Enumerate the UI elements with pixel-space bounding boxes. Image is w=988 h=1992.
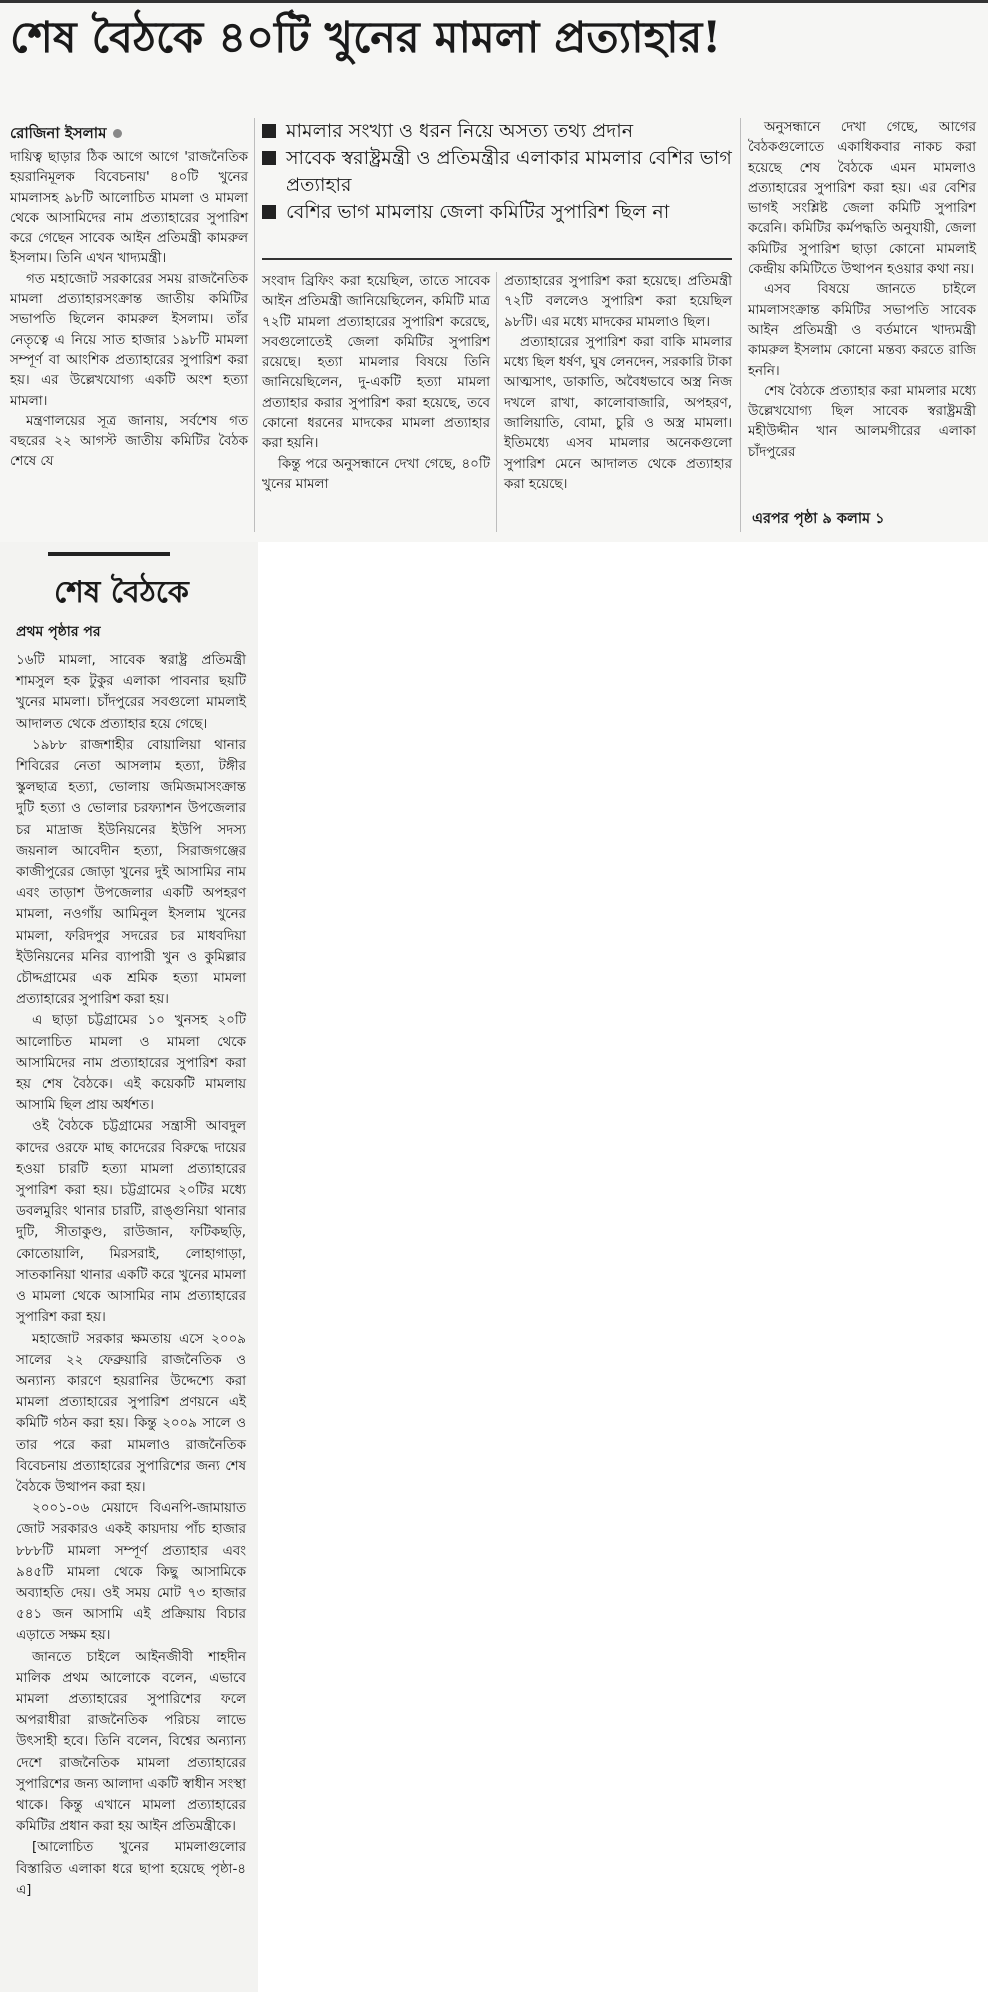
jump-line: এরপর পৃষ্ঠা ৯ কলাম ১: [752, 511, 885, 527]
continuation-column: [16, 650, 246, 1901]
front-page-clipping: [0, 0, 988, 542]
column-paragraph: মন্ত্রণালয়ের সূত্র জানায়, সর্বশেষ গত বছরের ২২ আগস্ট জাতীয় কমিটির বৈঠক শেষে যে: [10, 413, 248, 470]
column-divider: [254, 118, 255, 532]
article-column-1: [10, 148, 248, 473]
article-column-2: [262, 272, 490, 495]
continuation-paragraph: ওই বৈঠকে চট্টগ্রামের সন্ত্রাসী আবদুল কাদের ওরফে মাছ কাদেরের বিরুদ্ধে দায়ের হওয়া চারটি হত্যা মামলা প্রত্যাহারের সুপারিশ করা হয়। চট্টগ্রামের ২০টির মধ্যে ডবলমুরিং থানার চারটি, রাঙ্গুনিয়া থানার দুটি, সীতাকুণ্ড, রাউজান, ফটিকছড়ি, কোতোয়ালি, মিরসরাই, লোহাগাড়া, সাতকানিয়া থানার একটি করে খুনের মামলা ও মামলা থেকে আসামির নাম প্রত্যাহারের সুপারিশ করা হয়।: [16, 1119, 246, 1326]
column-paragraph: গত মহাজোট সরকারের সময় রাজনৈতিক মামলা প্রত্যাহারসংক্রান্ত জাতীয় কমিটির সভাপতি ছিলেন কামরুল ইসলাম। তাঁর নেতৃত্বে এ নিয়ে সাত হাজার ১৯৮টি মামলা সম্পূর্ণ বা আংশিক প্রত্যাহারের সুপারিশ করা হয়। এর উল্লেখযোগ্য একটি অংশ হত্যা মামলা।: [10, 271, 248, 409]
highlight-bullets: [262, 118, 732, 226]
continuation-paragraph: মহাজোট সরকার ক্ষমতায় এসে ২০০৯ সালের ২২ ফেব্রুয়ারি রাজনৈতিক ও অন্যান্য কারণে হয়রানির উদ্দেশ্যে করা মামলা প্রত্যাহারের সুপারিশ প্রণয়নে এই কমিটি গঠন করা হয়। কিন্তু ২০০৯ সালে ও তার পরে করা মামলাও রাজনৈতিক বিবেচনায় প্রত্যাহারের সুপারিশের জন্য শেষ বৈঠকে উত্থাপন করা হয়।: [16, 1331, 246, 1495]
byline-dot: [113, 129, 122, 138]
square-bullet-icon: [262, 205, 276, 219]
column-divider: [496, 272, 497, 532]
continuation-paragraph: ১৬টি মামলা, সাবেক স্বরাষ্ট্র প্রতিমন্ত্রী শামসুল হক টুকুর এলাকা পাবনার ছয়টি খুনের মামলা। চাঁদপুরের সবগুলো মামলাই আদালত থেকে প্রত্যাহার হয়ে গেছে।: [16, 653, 246, 732]
bullet-item: [262, 199, 732, 226]
continuation-paragraph: [আলোচিত খুনের মামলাগুলোর বিস্তারিত এলাকা ধরে ছাপা হয়েছে পৃষ্ঠা-৪ এ]: [16, 1840, 246, 1898]
column-paragraph: দায়িত্ব ছাড়ার ঠিক আগে আগে 'রাজনৈতিক হয়রানিমূলক বিবেচনায়' ৪০টি খুনের মামলাসহ ৯৮টি আলোচিত মামলা ও মামলা থেকে আসামিদের নাম প্রত্যাহারের সুপারিশ করে গেছেন সাবেক আইন প্রতিমন্ত্রী কামরুল ইসলাম। তিনি এখন খাদ্যমন্ত্রী।: [10, 150, 248, 267]
continuation-subtitle: প্রথম পৃষ্ঠার পর: [16, 624, 101, 640]
article-column-3: [504, 272, 732, 495]
byline: [10, 122, 122, 147]
bullet-text: মামলার সংখ্যা ও ধরন নিয়ে অসত্য তথ্য প্রদান: [286, 120, 634, 142]
bullets-bottom-rule: [262, 258, 732, 260]
column-paragraph: কিন্তু পরে অনুসন্ধানে দেখা গেছে, ৪০টি খুনের মামলা: [262, 456, 490, 492]
square-bullet-icon: [262, 124, 276, 138]
byline-name: রোজিনা ইসলাম: [10, 124, 107, 142]
bullet-text: বেশির ভাগ মামলায় জেলা কমিটির সুপারিশ ছিল না: [286, 201, 670, 223]
article-column-4: [748, 118, 976, 463]
continuation-paragraph: ১৯৮৮ রাজশাহীর বোয়ালিয়া থানার শিবিরের নেতা আসলাম হত্যা, টঙ্গীর স্কুলছাত্র হত্যা, ভোলায় জমিজমাসংক্রান্ত দুটি হত্যা ও ভোলার চরফ্যাশন উপজেলার চর মাদ্রাজ ইউনিয়নের ইউপি সদস্য জয়নাল আবেদীন হত্যা, সিরাজগঞ্জের কাজীপুরের জোড়া খুনের দুই আসামির নাম এবং তাড়াশ উপজেলার একটি অপহরণ মামলা, নওগাঁয় আমিনুল ইসলাম খুনের মামলা, ফরিদপুর সদরের চর মাধবদিয়া ইউনিয়নের মনির ব্যাপারী খুন ও কুমিল্লার চৌদ্দগ্রামের এক শ্রমিক হত্যা মামলা প্রত্যাহারের সুপারিশ করা হয়।: [16, 737, 246, 1008]
column-paragraph: শেষ বৈঠকে প্রত্যাহার করা মামলার মধ্যে উল্লেখযোগ্য ছিল সাবেক স্বরাষ্ট্রমন্ত্রী মহীউদ্দীন খান আলমগীরের এলাকা চাঁদপুরের: [748, 383, 976, 460]
square-bullet-icon: [262, 151, 276, 165]
continuation-paragraph: ২০০১-০৬ মেয়াদে বিএনপি-জামায়াত জোট সরকারও একই কায়দায় পাঁচ হাজার ৮৮৮টি মামলা সম্পূর্ণ প্রত্যাহার এবং ৯৪৫টি মামলা থেকে কিছু আসামিকে অব্যাহতি দেয়। ওই সময় মোট ৭৩ হাজার ৫৪১ জন আসামি এই প্রক্রিয়ায় বিচার এড়াতে সক্ষম হয়।: [16, 1501, 246, 1644]
continuation-paragraph: জানতে চাইলে আইনজীবী শাহদীন মালিক প্রথম আলোকে বলেন, এভাবে মামলা প্রত্যাহারের সুপারিশের ফলে অপরাধীরা রাজনৈতিক পরিচয় লাভে উৎসাহী হবে। তিনি বলেন, বিশ্বের অন্যান্য দেশে রাজনৈতিক মামলা প্রত্যাহারের সুপারিশের জন্য আলাদা একটি স্বাধীন সংস্থা থাকে। কিন্তু এখানে মামলা প্রত্যাহারের কমিটির প্রধান করা হয় আইন প্রতিমন্ত্রীকে।: [16, 1649, 246, 1835]
continuation-clipping: [0, 542, 258, 1992]
column-paragraph: প্রত্যাহারের সুপারিশ করা বাকি মামলার মধ্যে ছিল ধর্ষণ, ঘুষ লেনদেন, সরকারি টাকা আত্মসাৎ, ডাকাতি, অবৈধভাবে অস্ত্র নিজ দখলে রাখা, কালোবাজারি, অপহরণ, জালিয়াতি, বোমা, চুরি ও অস্ত্র মামলা। ইতিমধ্যে এসব মামলার অনেকগুলো সুপারিশ মেনে আদালত থেকে প্রত্যাহার করা হয়েছে।: [504, 334, 732, 492]
continuation-title: শেষ বৈঠকে: [54, 575, 189, 610]
column-paragraph: অনুসন্ধানে দেখা গেছে, আগের বৈঠকগুলোতে একাধিকবার নাকচ করা হয়েছে শেষ বৈঠকে এমন মামলাও প্রত্যাহারের সুপারিশ করা হয়। এর বেশির ভাগই সংশ্লিষ্ট জেলা কমিটি সুপারিশ করেনি। কমিটির কর্মপদ্ধতি অনুযায়ী, জেলা কমিটির সুপারিশ ছাড়া কোনো মামলাই কেন্দ্রীয় কমিটিতে উত্থাপন হওয়ার কথা নয়।: [748, 120, 976, 278]
bullet-item: [262, 145, 732, 199]
continuation-rule: [48, 552, 170, 556]
column-paragraph: এসব বিষয়ে জানতে চাইলে মামলাসংক্রান্ত কমিটির সভাপতি সাবেক আইন প্রতিমন্ত্রী ও বর্তমানে খাদ্যমন্ত্রী কামরুল ইসলাম কোনো মন্তব্য করতে রাজি হননি।: [748, 282, 976, 379]
bullet-item: [262, 118, 732, 145]
continuation-paragraph: এ ছাড়া চট্টগ্রামের ১০ খুনসহ ২০টি আলোচিত মামলা ও মামলা থেকে আসামিদের নাম প্রত্যাহারের সুপারিশ করা হয় শেষ বৈঠকে। এই কয়েকটি মামলায় আসামি ছিল প্রায় অর্ধশত।: [16, 1013, 246, 1114]
column-paragraph: প্রত্যাহারের সুপারিশ করা হয়েছে। প্রতিমন্ত্রী ৭২টি বললেও সুপারিশ করা হয়েছিল ৯৮টি। এর মধ্যে মাদকের মামলাও ছিল।: [504, 274, 732, 330]
headline: শেষ বৈঠকে ৪০টি খুনের মামলা প্রত্যাহার!: [10, 13, 722, 63]
bullet-text: সাবেক স্বরাষ্ট্রমন্ত্রী ও প্রতিমন্ত্রীর এলাকার মামলার বেশির ভাগ প্রত্যাহার: [286, 147, 732, 196]
top-rule: [0, 0, 988, 3]
column-paragraph: সংবাদ ব্রিফিং করা হয়েছিল, তাতে সাবেক আইন প্রতিমন্ত্রী জানিয়েছিলেন, কমিটি মাত্র ৭২টি মামলা প্রত্যাহারের সুপারিশ করেছে, সবগুলোতেই জেলা কমিটির সুপারিশ রয়েছে। হত্যা মামলার বিষয়ে তিনি জানিয়েছিলেন, দু-একটি হত্যা মামলা প্রত্যাহার করার সুপারিশ করা হয়েছে, তবে কোনো ধরনের মাদকের মামলা প্রত্যাহার করা হয়নি।: [262, 274, 490, 452]
column-divider: [740, 118, 741, 532]
